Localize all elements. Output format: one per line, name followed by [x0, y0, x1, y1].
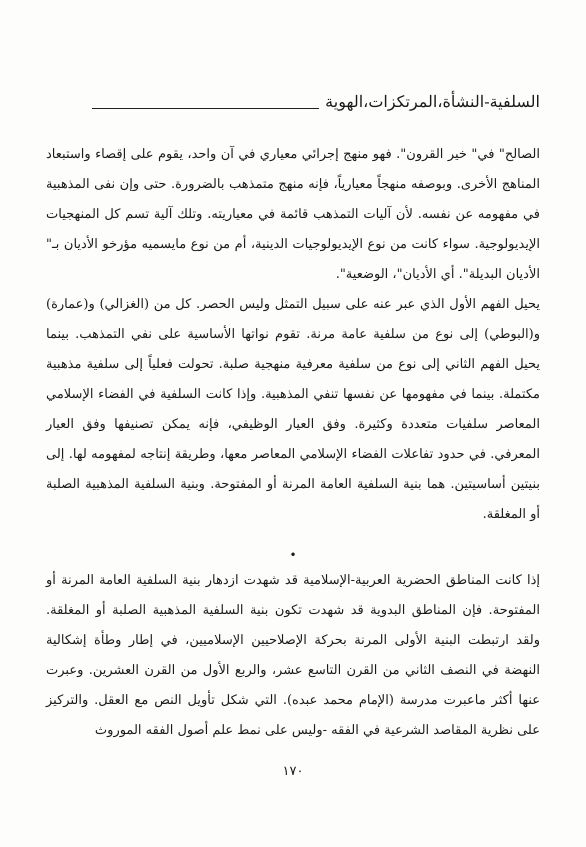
body-text-bottom	[46, 566, 540, 746]
running-header	[92, 88, 540, 112]
running-header-title: السلفية-النشأة،المرتكزات،الهوية	[325, 92, 540, 111]
section-separator: •	[289, 548, 297, 562]
paragraph: الصالح" في" خير القرون". فهو منهج إجرائي معياري في آن واحد، يقوم على إقصاء واستبعاد المناهج الأخرى. وبوصفه منهجاً معيارياً، فإنه منهج متمذهب بالضرورة. حتى وإن نفى المذهبية في مفهومه عن نفسه. لأن آليات التمذهب قائمة في معياريته. وتلك آلية تسم كل المنهجيات الإيديولوجية. سواء كانت من نوع الإيديولوجيات الدينية، أم من نوع مايسميه مؤرخو الأديان بـ" الأديان البديلة". أي الأديان"، الوضعية".	[46, 147, 540, 282]
page-number: ١٧٠	[282, 764, 304, 779]
body-text-top	[46, 140, 540, 530]
header-rule	[92, 108, 319, 109]
paragraph: يحيل الفهم الأول الذي عبر عنه على سبيل التمثل وليس الحصر. كل من (الغزالي) و(عمارة) و(البوطي) إلى نوع من سلفية عامة مرنة. تقوم نواتها الأساسية على نفي التمذهب. بينما يحيل الفهم الثاني إلى نوع من سلفية معرفية منهجية صلبة. تحولت فعلياً إلى سلفية مذهبية مكتملة. بينما في مفهومها عن نفسها تنفي المذهبية. وإذا كانت السلفية في الفضاء الإسلامي المعاصر سلفيات متعددة وكثيرة. وفق العيار الوظيفي، فإنه يمكن تصنيفها وفق العيار المعرفي. في حدود تفاعلات الفضاء الإسلامي المعاصر معها، وطريقة إنتاجه لمفهومه لها. إلى بنيتين أساسيتين. هما بنية السلفية العامة المرنة أو المفتوحة. وبنية السلفية المذهبية الصلبة أو المغلقة.	[46, 297, 540, 522]
paragraph: إذا كانت المناطق الحضرية العربية-الإسلامية قد شهدت ازدهار بنية السلفية العامة المرنة أو المفتوحة. فإن المناطق البدوية قد شهدت تكون بنية السلفية المذهبية الصلبة أو المغلقة. ولقد ارتبطت البنية الأولى المرنة بحركة الإصلاحيين الإسلاميين، في إطار وطأة إشكالية النهضة في النصف الثاني من القرن التاسع عشر، والربع الأول من القرن العشرين. وعبرت عنها أكثر ماعبرت مدرسة (الإمام محمد عبده). التي شكل تأويل النص مع العقل. والتركيز على نظرية المقاصد الشرعية في الفقه -وليس على نمط علم أصول الفقه الموروث	[46, 573, 540, 738]
